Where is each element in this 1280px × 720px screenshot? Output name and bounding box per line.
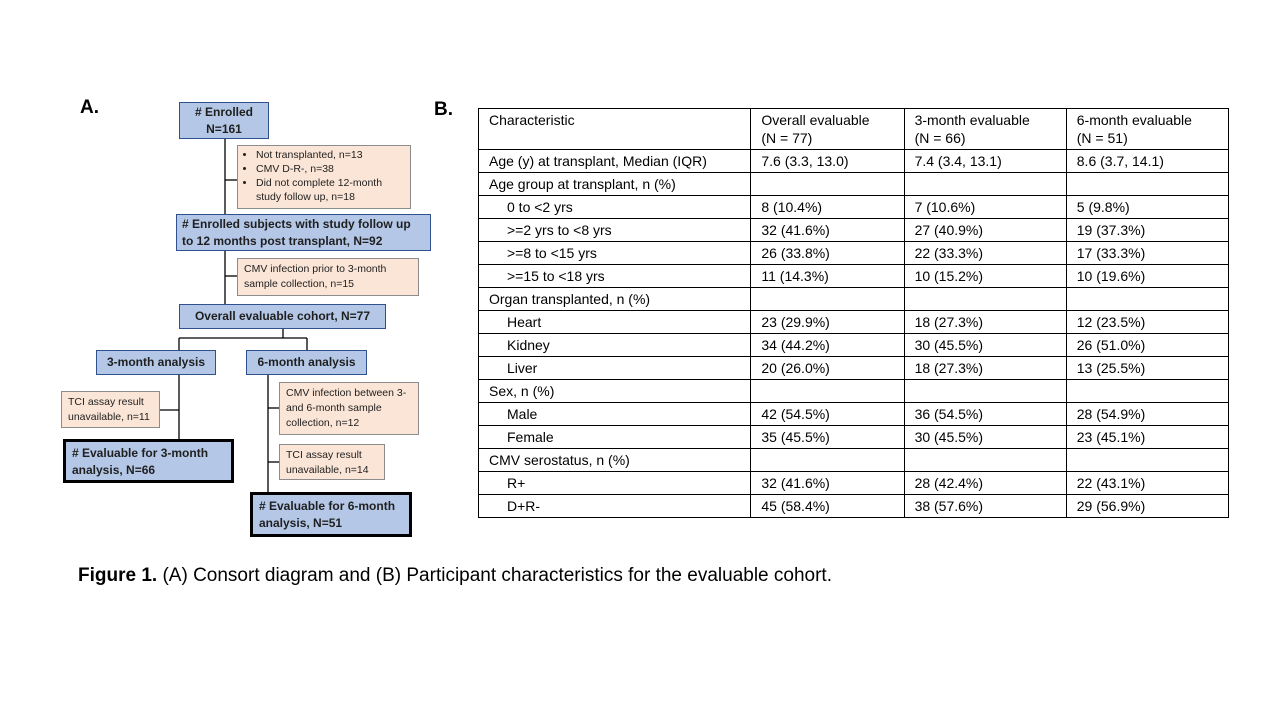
table-cell: 18 (27.3%) xyxy=(904,357,1066,380)
table-cell: 5 (9.8%) xyxy=(1066,196,1228,219)
row-label: Female xyxy=(479,426,751,449)
enrolled-count: N=161 xyxy=(206,122,242,136)
column-header-line-1: 3-month evaluable xyxy=(914,112,1030,128)
table-cell: 30 (45.5%) xyxy=(904,334,1066,357)
followup-line-2: to 12 months post transplant, N=92 xyxy=(182,234,383,248)
column-header-line-2: (N = 51) xyxy=(1076,130,1128,146)
table-cell: 38 (57.6%) xyxy=(904,495,1066,518)
column-header xyxy=(751,109,904,150)
table-cell: 17 (33.3%) xyxy=(1066,242,1228,265)
table-cell xyxy=(904,173,1066,196)
column-header-line-2: (N = 77) xyxy=(761,130,813,146)
table-cell xyxy=(1066,173,1228,196)
row-label: >=2 yrs to <8 yrs xyxy=(479,219,751,242)
panel-b-label: B. xyxy=(434,99,453,120)
table-cell: 7.4 (3.4, 13.1) xyxy=(904,150,1066,173)
row-label: D+R- xyxy=(479,495,751,518)
table-row xyxy=(479,472,1229,495)
caption-label: Figure 1. xyxy=(78,565,158,586)
exclusion-item: • Did not complete 12-month study follow up, n=18 xyxy=(256,176,406,204)
table-cell xyxy=(751,288,904,311)
table-cell: 36 (54.5%) xyxy=(904,403,1066,426)
row-label: Liver xyxy=(479,357,751,380)
row-label: Organ transplanted, n (%) xyxy=(479,288,751,311)
table-cell: 42 (54.5%) xyxy=(751,403,904,426)
row-label: Male xyxy=(479,403,751,426)
table-cell xyxy=(904,288,1066,311)
exclusion-item: • CMV D-R-, n=38 xyxy=(256,162,406,176)
table-cell: 8.6 (3.7, 14.1) xyxy=(1066,150,1228,173)
figure-caption xyxy=(78,565,832,587)
table-cell: 26 (51.0%) xyxy=(1066,334,1228,357)
column-header-line-1: 6-month evaluable xyxy=(1076,112,1192,128)
table-cell: 13 (25.5%) xyxy=(1066,357,1228,380)
evaluable-3-line-1: # Evaluable for 3-month xyxy=(72,446,209,460)
enrolled-box xyxy=(179,102,269,139)
table-row xyxy=(479,357,1229,380)
exclusion-box-1 xyxy=(237,145,411,209)
exclusion-item: • Not transplanted, n=13 xyxy=(256,148,406,162)
table-cell xyxy=(751,380,904,403)
table-cell: 22 (43.1%) xyxy=(1066,472,1228,495)
table-cell: 32 (41.6%) xyxy=(751,219,904,242)
table-cell: 7 (10.6%) xyxy=(904,196,1066,219)
row-label: R+ xyxy=(479,472,751,495)
table-cell: 28 (42.4%) xyxy=(904,472,1066,495)
table-cell: 35 (45.5%) xyxy=(751,426,904,449)
table-cell: 23 (29.9%) xyxy=(751,311,904,334)
caption-text: (A) Consort diagram and (B) Participant characteristics for the evaluable cohort. xyxy=(157,565,832,586)
table-cell: 20 (26.0%) xyxy=(751,357,904,380)
panel-a-label: A. xyxy=(80,97,99,118)
enrolled-title: # Enrolled xyxy=(194,105,253,119)
followup-box xyxy=(176,214,431,251)
row-label: Sex, n (%) xyxy=(479,380,751,403)
table-row xyxy=(479,449,1229,472)
analysis-6-month-box: 6-month analysis xyxy=(246,350,367,375)
row-label: Age (y) at transplant, Median (IQR) xyxy=(479,150,751,173)
table-cell: 34 (44.2%) xyxy=(751,334,904,357)
exclusion-box-3: TCI assay result unavailable, n=11 xyxy=(61,391,160,428)
table-cell: 19 (37.3%) xyxy=(1066,219,1228,242)
table-cell: 29 (56.9%) xyxy=(1066,495,1228,518)
table-cell: 10 (19.6%) xyxy=(1066,265,1228,288)
table-cell: 26 (33.8%) xyxy=(751,242,904,265)
table-cell: 45 (58.4%) xyxy=(751,495,904,518)
column-header-line-2: (N = 66) xyxy=(914,130,966,146)
exclusion-box-5: TCI assay result unavailable, n=14 xyxy=(279,444,385,480)
table-cell: 28 (54.9%) xyxy=(1066,403,1228,426)
row-label: >=8 to <15 yrs xyxy=(479,242,751,265)
column-header xyxy=(904,109,1066,150)
table-row xyxy=(479,288,1229,311)
row-label: CMV serostatus, n (%) xyxy=(479,449,751,472)
table-row xyxy=(479,196,1229,219)
row-label: Heart xyxy=(479,311,751,334)
column-header-line-2 xyxy=(489,129,740,147)
row-label: Age group at transplant, n (%) xyxy=(479,173,751,196)
table-row xyxy=(479,403,1229,426)
table-row xyxy=(479,242,1229,265)
column-header-line-1: Characteristic xyxy=(489,112,575,128)
evaluable-6-line-1: # Evaluable for 6-month xyxy=(259,499,396,513)
analysis-3-month-box: 3-month analysis xyxy=(96,350,216,375)
column-header-line-1: Overall evaluable xyxy=(761,112,870,128)
followup-line-1: # Enrolled subjects with study follow up xyxy=(182,217,411,231)
table-cell xyxy=(1066,449,1228,472)
table-cell: 27 (40.9%) xyxy=(904,219,1066,242)
table-row xyxy=(479,265,1229,288)
table-cell: 22 (33.3%) xyxy=(904,242,1066,265)
table-cell: 32 (41.6%) xyxy=(751,472,904,495)
table-row xyxy=(479,173,1229,196)
evaluable-6-line-2: analysis, N=51 xyxy=(259,516,343,530)
row-label: Kidney xyxy=(479,334,751,357)
table-row xyxy=(479,150,1229,173)
table-header-row xyxy=(479,109,1229,150)
table-cell: 23 (45.1%) xyxy=(1066,426,1228,449)
table-cell: 10 (15.2%) xyxy=(904,265,1066,288)
table-row xyxy=(479,495,1229,518)
column-header xyxy=(1066,109,1228,150)
table-cell xyxy=(751,173,904,196)
table-cell xyxy=(904,449,1066,472)
column-header xyxy=(479,109,751,150)
table-cell: 7.6 (3.3, 13.0) xyxy=(751,150,904,173)
evaluable-3-line-2: analysis, N=66 xyxy=(72,463,156,477)
participant-characteristics-table xyxy=(478,108,1229,518)
table-row xyxy=(479,426,1229,449)
table-cell xyxy=(1066,288,1228,311)
table-row xyxy=(479,380,1229,403)
evaluable-6-month-box xyxy=(250,492,412,537)
row-label: >=15 to <18 yrs xyxy=(479,265,751,288)
table-cell: 11 (14.3%) xyxy=(751,265,904,288)
overall-cohort-box: Overall evaluable cohort, N=77 xyxy=(179,304,386,329)
evaluable-3-month-box xyxy=(63,439,234,483)
table-cell: 18 (27.3%) xyxy=(904,311,1066,334)
table-row xyxy=(479,219,1229,242)
table-cell xyxy=(751,449,904,472)
table-cell xyxy=(1066,380,1228,403)
table-cell: 8 (10.4%) xyxy=(751,196,904,219)
table-cell: 30 (45.5%) xyxy=(904,426,1066,449)
exclusion-box-4: CMV infection between 3- and 6-month sample collection, n=12 xyxy=(279,382,419,435)
table-cell: 12 (23.5%) xyxy=(1066,311,1228,334)
table-row xyxy=(479,311,1229,334)
table-cell xyxy=(904,380,1066,403)
table-row xyxy=(479,334,1229,357)
row-label: 0 to <2 yrs xyxy=(479,196,751,219)
exclusion-box-2: CMV infection prior to 3-month sample collection, n=15 xyxy=(237,258,419,296)
